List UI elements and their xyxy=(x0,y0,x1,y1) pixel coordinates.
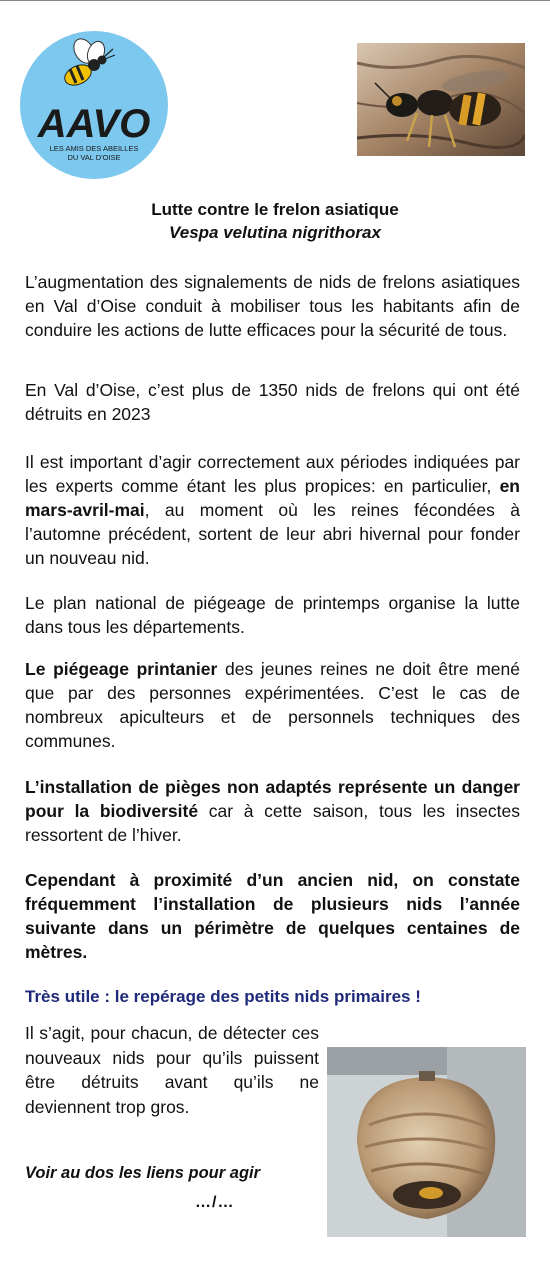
see-back-note: Voir au dos les liens pour agir xyxy=(25,1164,261,1182)
paragraph-detection: Il s’agit, pour chacun, de détecter ces nouveaux nids pour qu’ils puissent être détruits avant qu’ils ne deviennent trop gros. xyxy=(25,1023,319,1117)
timing-text-a: Il est important d’agir correctement aux périodes indiquées par les experts comme étant les plus propices: en particulier, xyxy=(25,452,520,496)
timing-text-b: , au moment où les reines fécondées à l’automne précédent, sortent de leur abri hivernal pour fonder un nouveau nid. xyxy=(25,500,520,568)
paragraph-biodiversity-warning xyxy=(25,775,520,847)
section-heading-primary-nests: Très utile : le repérage des petits nids primaires ! xyxy=(25,987,421,1006)
page-subtitle-species: Vespa velutina nigrithorax xyxy=(169,223,381,242)
paragraph-statistics: En Val d’Oise, c’est plus de 1350 nids de frelons qui ont été détruits en 2023 xyxy=(25,380,520,424)
spring-trapping-text: des jeunes reines ne doit être mené que par des personnes expérimentées. C’est le cas de nombreux apiculteurs et de personnels techniques des communes. xyxy=(25,659,520,751)
primary-nest-photo xyxy=(327,1047,526,1237)
paragraph-intro: L’augmentation des signalements de nids de frelons asiatiques en Val d’Oise conduit à mobiliser tous les habitants afin de conduire les actions de lutte efficaces pour la sécurité de tous. xyxy=(25,272,520,340)
aavo-logo xyxy=(18,29,170,181)
paragraph-spring-trapping xyxy=(25,657,520,753)
timing-period: en mars-avril-mai xyxy=(25,476,520,520)
logo-acronym: AAVO xyxy=(37,102,151,146)
logo-subtitle-2: DU VAL D'OISE xyxy=(67,153,121,162)
paragraph-timing xyxy=(25,450,520,570)
biodiversity-warning-bold: L’installation de pièges non adaptés représente un danger pour la biodiversité xyxy=(25,777,520,821)
biodiversity-warning-text: car à cette saison, tous les insectes ressortent de l’hiver. xyxy=(25,801,520,845)
continued-marker: …/… xyxy=(195,1194,235,1211)
page-title: Lutte contre le frelon asiatique xyxy=(151,200,399,219)
paragraph-national-plan: Le plan national de piégeage de printemps organise la lutte dans tous les départements. xyxy=(25,593,520,637)
logo-subtitle-1: LES AMIS DES ABEILLES xyxy=(49,144,139,153)
top-border xyxy=(0,0,550,1)
hornet-photo xyxy=(357,43,525,156)
spring-trapping-label: Le piégeage printanier xyxy=(25,659,218,679)
paragraph-old-nest: Cependant à proximité d’un ancien nid, on constate fréquemment l’installation de plusieurs nids l’année suivante dans un périmètre de quelques centaines de mètres. xyxy=(25,870,520,962)
